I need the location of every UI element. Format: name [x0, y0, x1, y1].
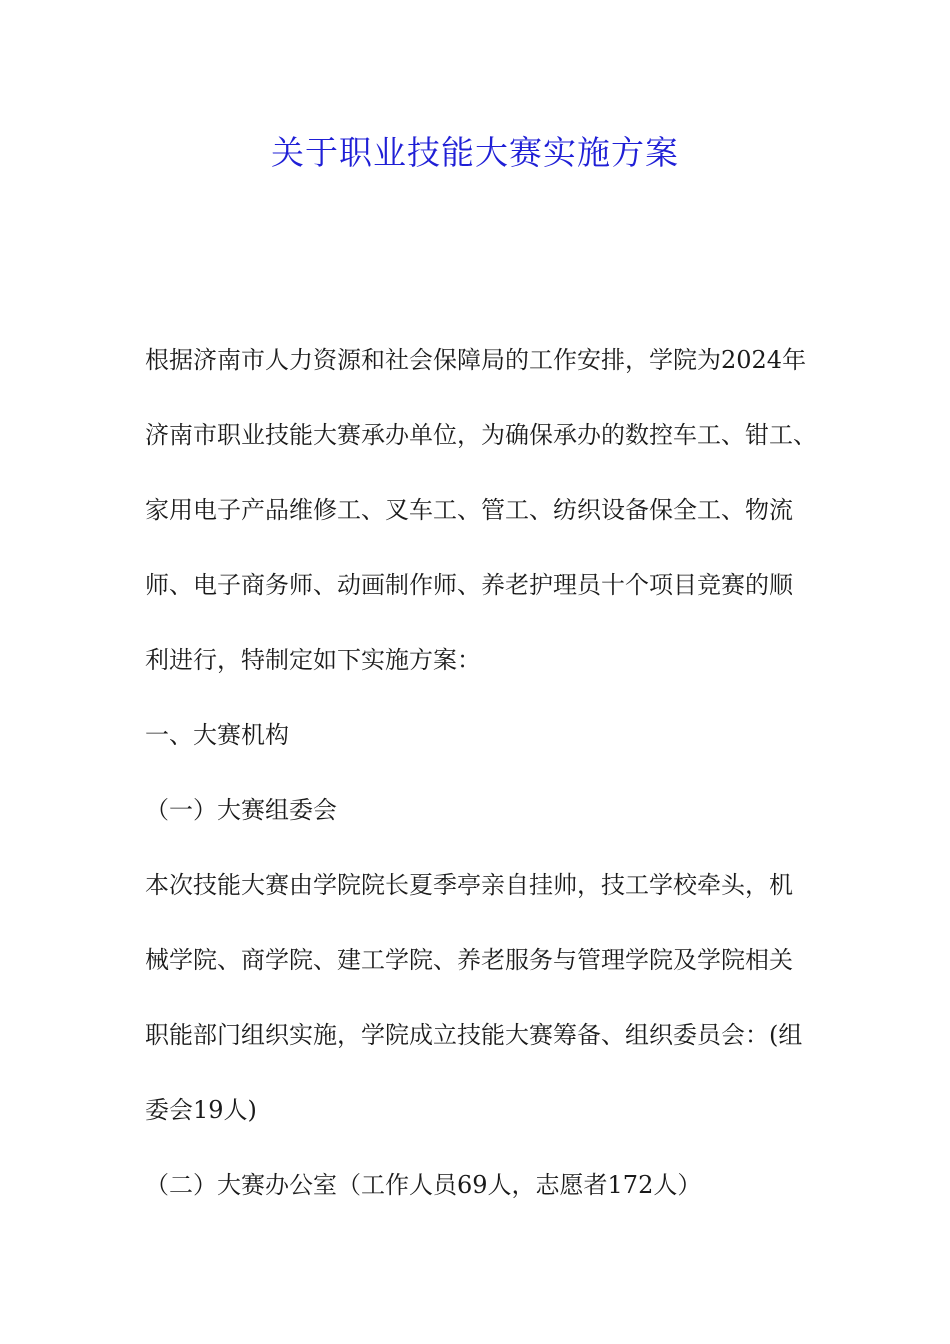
document-title: 关于职业技能大赛实施方案 — [271, 133, 679, 172]
paragraph-line: 家用电子产品维修工、叉车工、管工、纺织设备保全工、物流 — [145, 496, 793, 524]
paragraph-line: 根据济南市人力资源和社会保障局的工作安排，学院为2024年 — [145, 346, 807, 374]
section-heading: 一、大赛机构 — [145, 721, 289, 749]
paragraph-line: 利进行，特制定如下实施方案： — [145, 646, 481, 674]
paragraph-line: 职能部门组织实施，学院成立技能大赛筹备、组织委员会：(组 — [145, 1021, 803, 1049]
paragraph-line: 械学院、商学院、建工学院、养老服务与管理学院及学院相关 — [145, 946, 793, 974]
subsection-heading: （二）大赛办公室（工作人员69人，志愿者172人） — [145, 1171, 702, 1199]
paragraph-line: 师、电子商务师、动画制作师、养老护理员十个项目竞赛的顺 — [145, 571, 793, 599]
paragraph-line: 委会19人) — [145, 1096, 257, 1124]
subsection-heading: （一）大赛组委会 — [145, 796, 337, 824]
paragraph-line: 本次技能大赛由学院院长夏季亭亲自挂帅，技工学校牵头，机 — [145, 871, 793, 899]
paragraph-line: 济南市职业技能大赛承办单位，为确保承办的数控车工、钳工、 — [145, 421, 817, 449]
